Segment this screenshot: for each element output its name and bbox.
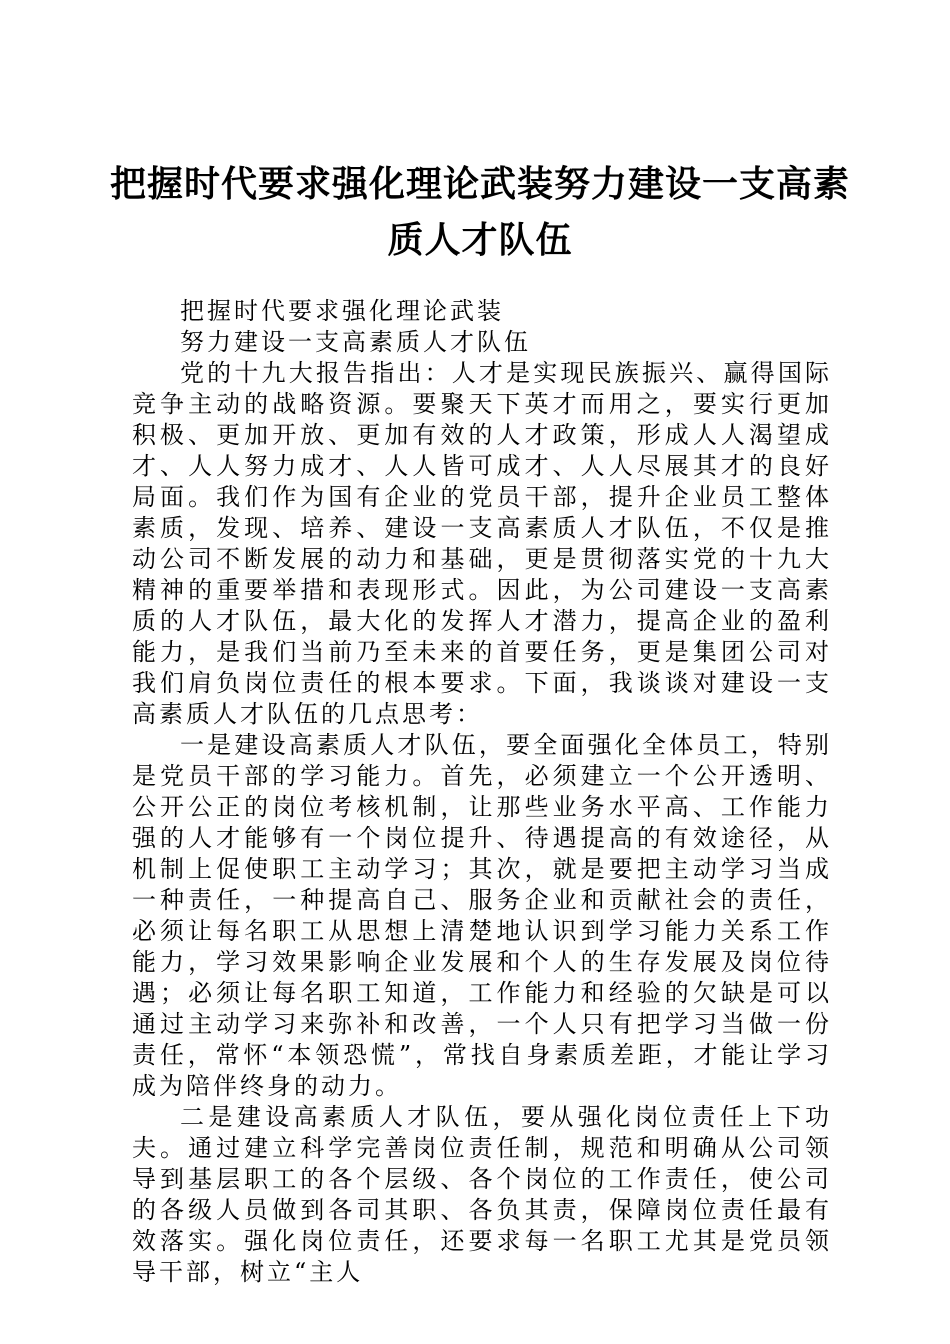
body-paragraph-intro: 党的十九大报告指出：人才是实现民族振兴、赢得国际竞争主动的战略资源。要聚天下英才而用之，要实行更加积极、更加开放、更加有效的人才政策，形成人人渴望成才、人人努力成才、人人皆可成才、人人尽展其才的良好局面。我们作为国有企业的党员干部，提升企业员工整体素质，发现、培养、建设一支高素质人才队伍，不仅是推动公司不断发展的动力和基础，更是贯彻落实党的十九大精神的重要举措和表现形式。因此，为公司建设一支高素质的人才队伍，最大化的发挥人才潜力，提高企业的盈利能力，是我们当前乃至未来的首要任务，更是集团公司对我们肩负岗位责任的根本要求。下面，我谈谈对建设一支高素质人才队伍的几点思考： [132,359,832,728]
body-paragraph-first-point: 一是建设高素质人才队伍，要全面强化全体员工，特别是党员干部的学习能力。首先，必须建立一个公开透明、公开公正的岗位考核机制，让那些业务水平高、工作能力强的人才能够有一个岗位提升、待遇提高的有效途径，从机制上促使职工主动学习；其次，就是要把主动学习当成一种责任，一种提高自己、服务企业和贡献社会的责任，必须让每名职工从思想上清楚地认识到学习能力关系工作能力，学习效果影响企业发展和个人的生存发展及岗位待遇；必须让每名职工知道，工作能力和经验的欠缺是可以通过主动学习来弥补和改善，一个人只有把学习当做一份责任，常怀“本领恐慌”，常找自身素质差距，才能让学习成为陪伴终身的动力。 [132,731,832,1100]
subtitle-line-1: 把握时代要求强化理论武装 [180,297,504,325]
body-paragraph-second-point: 二是建设高素质人才队伍，要从强化岗位责任上下功夫。通过建立科学完善岗位责任制，规范和明确从公司领导到基层职工的各个层级、各个岗位的工作责任，使公司的各级人员做到各司其职、各负其责，保障岗位责任最有效落实。强化岗位责任，还要求每一名职工尤其是党员领导干部，树立“主人 [132,1103,832,1286]
document-body [132,296,832,1288]
subtitle-line-2: 努力建设一支高素质人才队伍 [180,328,531,356]
document-title: 把握时代要求强化理论武装努力建设一支高素质人才队伍 [110,163,851,261]
